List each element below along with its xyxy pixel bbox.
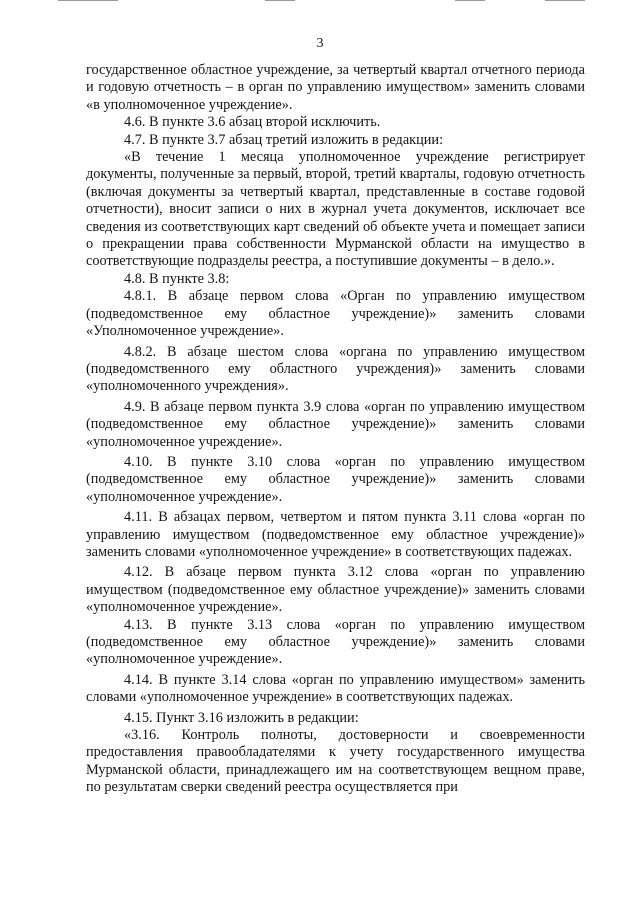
paragraph: государственное областное учреждение, за четвертый квартал отчетного периода и годовую отчетность – в орган по управлению имуществом» заменить словами «в уполномоченное учреждение».	[86, 62, 585, 113]
scan-edge-mark	[455, 0, 485, 1]
paragraph: 4.15. Пункт 3.16 изложить в редакции:	[124, 709, 359, 726]
document-body	[86, 62, 585, 797]
page-number: 3	[316, 36, 324, 51]
paragraph: «В течение 1 месяца уполномоченное учреждение регистрирует документы, полученные за первый, второй, третий кварталы, годовую отчетность (включая документы за четвертый квартал, представленные в составе годовой отчетности), вносит записи о них в журнал учета документов, исключает все сведения из соответствующих карт сведений об объекте учета и помещает записи о прекращении права собственности Мурманской области на имущество в соответствующие подразделы реестра, а поступившие документы – в дело.».	[86, 149, 585, 270]
scan-edge-mark	[265, 0, 295, 1]
scan-top-edge	[0, 0, 640, 2]
paragraph: «3.16. Контроль полноты, достоверности и своевременности предоставления правообладателями к учету государственного имущества Мурманской области, принадлежащего им на соответствующем вещном праве, по результатам сверки сведений реестра осуществляется при	[86, 727, 585, 796]
paragraph: 4.9. В абзаце первом пункта 3.9 слова «орган по управлению имуществом (подведомственное ему областное учреждение)» заменить словами «уполномоченное учреждение».	[86, 398, 585, 450]
paragraph: 4.7. В пункте 3.7 абзац третий изложить в редакции:	[124, 131, 444, 148]
paragraph: 4.13. В пункте 3.13 слова «орган по управлению имуществом (подведомственное ему областное учреждение)» заменить словами «уполномоченное учреждение».	[86, 616, 585, 668]
scan-edge-mark	[58, 0, 118, 1]
paragraph: 4.6. В пункте 3.6 абзац второй исключить.	[124, 114, 381, 131]
scan-edge-mark	[545, 0, 585, 1]
paragraph: 4.14. В пункте 3.14 слова «орган по управлению имуществом» заменить словами «уполномоченное учреждение» в соответствующих падежах.	[86, 671, 585, 706]
paragraph: 4.10. В пункте 3.10 слова «орган по управлению имуществом (подведомственное ему областное учреждение)» заменить словами «уполномоченное учреждение».	[86, 453, 585, 505]
paragraph: 4.8.1. В абзаце первом слова «Орган по управлению имуществом (подведомственное ему областное учреждение)» заменить словами «Уполномоченное учреждение».	[86, 288, 585, 340]
paragraph: 4.11. В абзацах первом, четвертом и пятом пункта 3.11 слова «орган по управлению имуществом (подведомственное ему областное учреждение)» заменить словами «уполномоченное учреждение» в соответствующих падежах.	[86, 509, 585, 560]
paragraph: 4.12. В абзаце первом пункта 3.12 слова «орган по управлению имуществом (подведомственное ему областное учреждение)» заменить словами «уполномоченное учреждение».	[86, 564, 585, 616]
paragraph: 4.8. В пункте 3.8:	[124, 270, 230, 287]
paragraph: 4.8.2. В абзаце шестом слова «органа по управлению имуществом (подведомственного ему областного учреждения)» заменить словами «уполномоченного учреждения».	[86, 343, 585, 395]
